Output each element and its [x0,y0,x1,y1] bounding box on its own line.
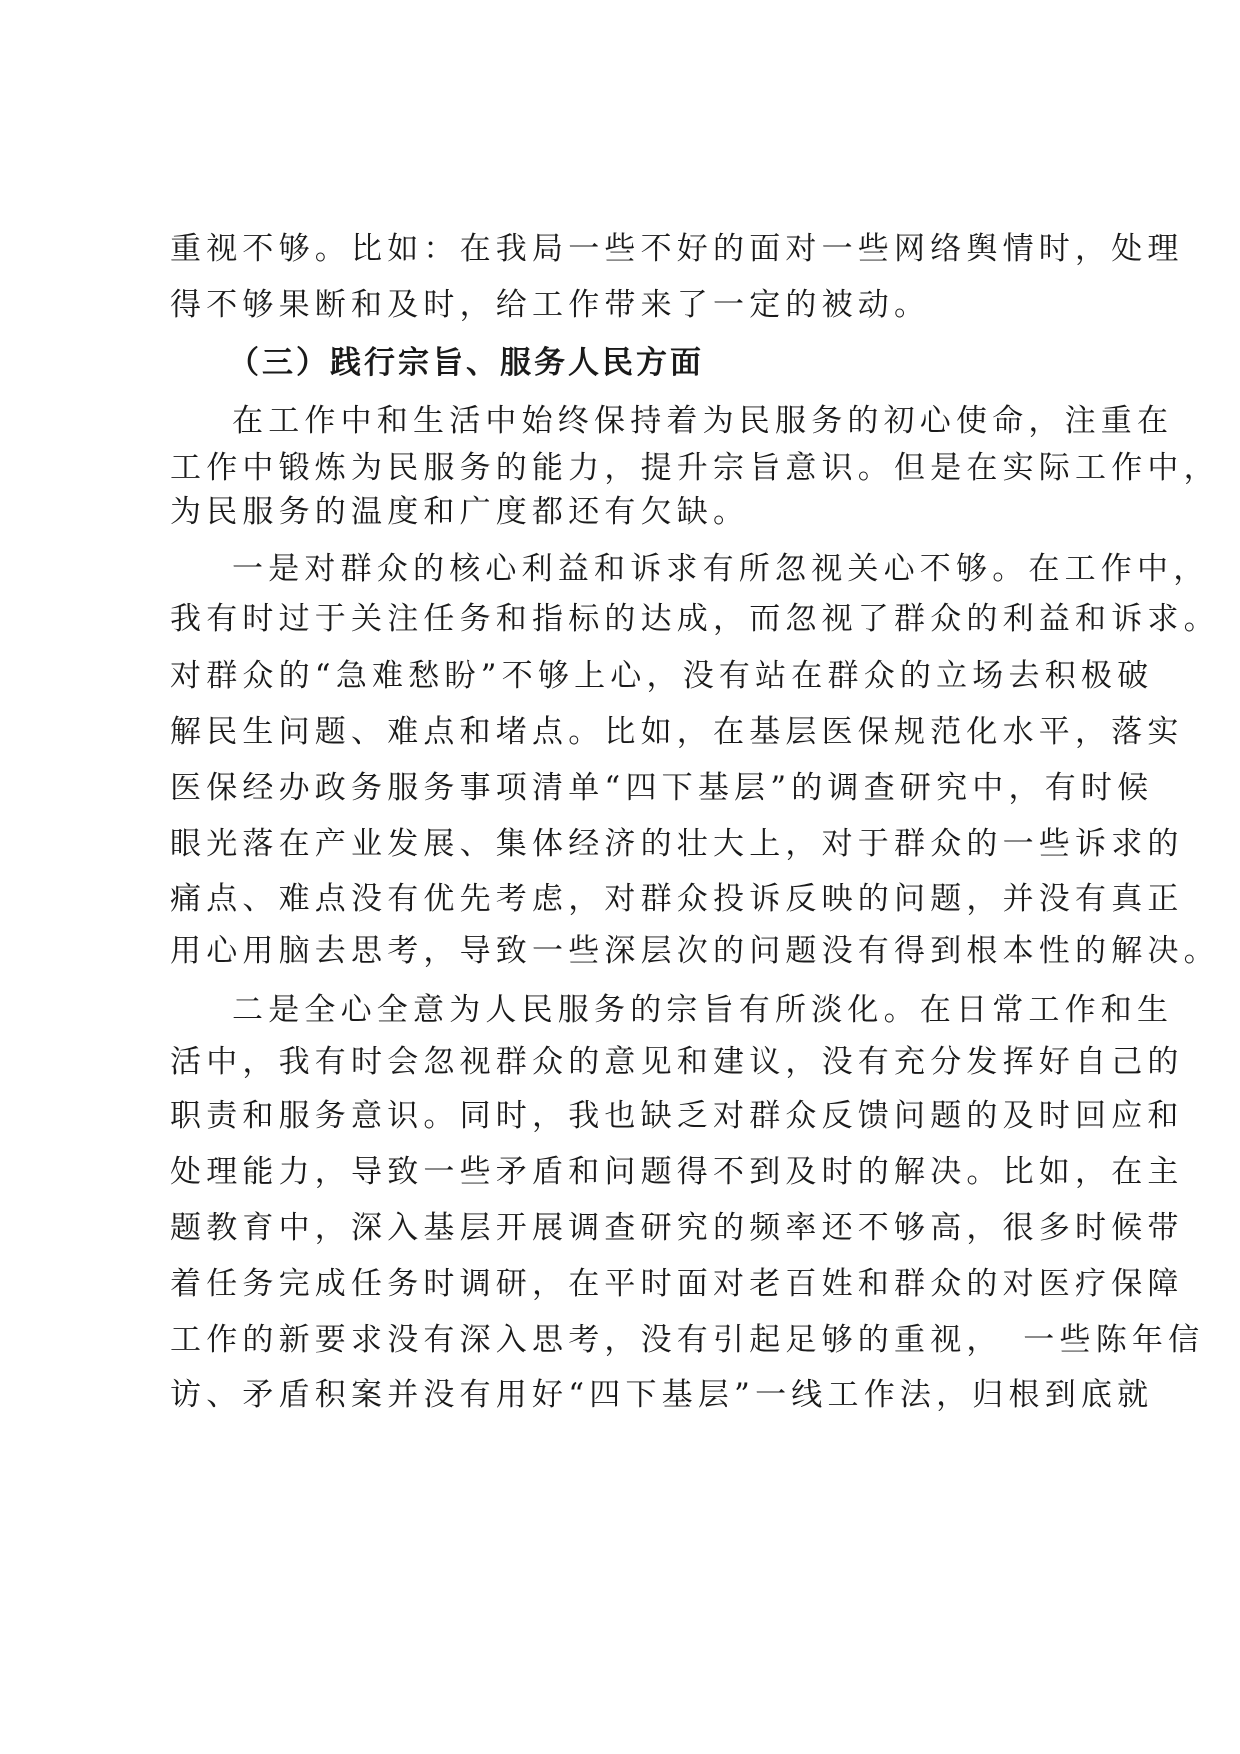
body-text-line: 痛点、难点没有优先考虑，对群众投诉反映的问题，并没有真正 [170,881,1184,917]
body-text-line: 工作的新要求没有深入思考，没有引起足够的重视， 一些陈年信 [170,1322,1205,1358]
body-text-line: 一是对群众的核心利益和诉求有所忽视关心不够。在工作中， [232,551,1210,587]
body-text-line: 医保经办政务服务事项清单“四下基层”的调查研究中，有时候 [170,770,1154,806]
body-text-line: 重视不够。比如：在我局一些不好的面对一些网络舆情时，处理 [170,231,1184,267]
body-text-line: 对群众的“急难愁盼”不够上心，没有站在群众的立场去积极破 [170,658,1154,694]
body-text-line: 在工作中和生活中始终保持着为民服务的初心使命，注重在 [232,403,1174,439]
body-text-line: 解民生问题、难点和堵点。比如，在基层医保规范化水平，落实 [170,714,1184,750]
body-text-line: 眼光落在产业发展、集体经济的壮大上，对于群众的一些诉求的 [170,826,1184,862]
body-text-line: 得不够果断和及时，给工作带来了一定的被动。 [170,287,931,323]
body-text-line: 用心用脑去思考，导致一些深层次的问题没有得到根本性的解决。 [170,933,1220,969]
body-text-line: 活中，我有时会忽视群众的意见和建议，没有充分发挥好自己的 [170,1044,1184,1080]
body-text-line: 为民服务的温度和广度都还有欠缺。 [170,494,750,530]
body-text-line: 二是全心全意为人民服务的宗旨有所淡化。在日常工作和生 [232,992,1174,1028]
body-text-line: 处理能力，导致一些矛盾和问题得不到及时的解决。比如，在主 [170,1154,1184,1190]
body-text-line: 访、矛盾积案并没有用好“四下基层”一线工作法，归根到底就 [170,1377,1154,1413]
section-heading: （三）践行宗旨、服务人民方面 [228,345,704,381]
body-text-line: 题教育中，深入基层开展调查研究的频率还不够高，很多时候带 [170,1210,1184,1246]
body-text-line: 职责和服务意识。同时，我也缺乏对群众反馈问题的及时回应和 [170,1098,1184,1134]
body-text-line: 工作中锻炼为民服务的能力，提升宗旨意识。但是在实际工作中， [170,450,1220,486]
body-text-line: 我有时过于关注任务和指标的达成，而忽视了群众的利益和诉求。 [170,601,1220,637]
body-text-line: 着任务完成任务时调研，在平时面对老百姓和群众的对医疗保障 [170,1266,1184,1302]
